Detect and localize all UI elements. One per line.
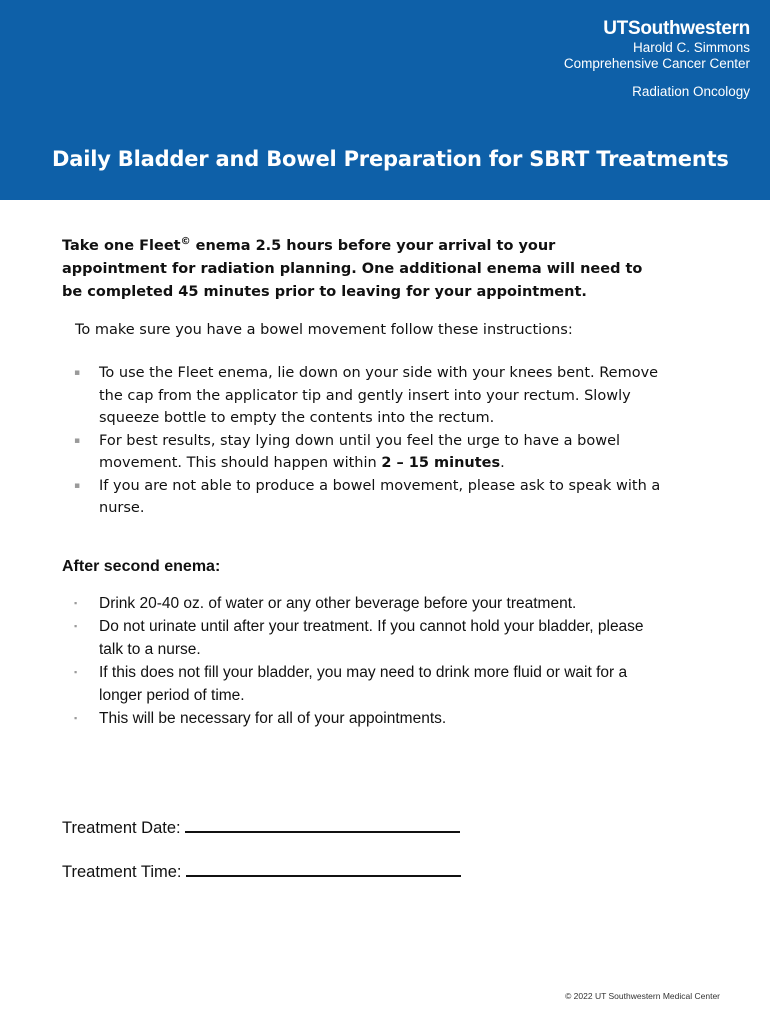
copyright-footer: © 2022 UT Southwestern Medical Center bbox=[565, 991, 720, 1001]
brand-name: UTSouthwestern bbox=[603, 18, 750, 39]
header-banner bbox=[0, 0, 770, 200]
bullet-icon: ▪ bbox=[74, 435, 81, 446]
bullet-icon: ▪ bbox=[74, 713, 78, 723]
list-item-text: This will be necessary for all of your appointments. bbox=[99, 710, 447, 727]
brand-line-2: Comprehensive Cancer Center bbox=[563, 56, 750, 71]
registered-mark: © bbox=[180, 236, 191, 248]
after-second-heading: After second enema: bbox=[62, 558, 221, 575]
treatment-time-blank[interactable] bbox=[186, 859, 461, 877]
intro-text-1: Take one Fleet bbox=[62, 238, 181, 254]
page-title: Daily Bladder and Bowel Preparation for SBRT Treatments bbox=[52, 147, 729, 171]
bullet-icon: ▪ bbox=[74, 621, 78, 631]
list-item-text: If this does not fill your bladder, you may need to drink more fluid or wait for a longer period of time. bbox=[99, 664, 628, 704]
list-item bbox=[74, 661, 664, 707]
brand-line-1: Harold C. Simmons bbox=[632, 40, 750, 55]
department-name: Radiation Oncology bbox=[632, 84, 750, 99]
list-item-text: For best results, stay lying down until you feel the urge to have a bowel movement. This should happen within bbox=[99, 432, 621, 471]
list-item-text: To use the Fleet enema, lie down on your side with your knees bent. Remove the cap from the applicator tip and gently insert into your rectum. Slowly squeeze bottle to empty the contents into the rectum. bbox=[99, 365, 659, 426]
list-item-text: Do not urinate until after your treatment. If you cannot hold your bladder, please talk to a nurse. bbox=[99, 618, 644, 658]
list-item bbox=[74, 707, 664, 730]
list-item-text-end: . bbox=[500, 455, 505, 471]
list-item bbox=[74, 592, 664, 615]
bullet-icon: ▪ bbox=[74, 480, 81, 491]
list-item-text: If you are not able to produce a bowel movement, please ask to speak with a nurse. bbox=[99, 477, 661, 516]
treatment-time-label: Treatment Time: bbox=[62, 863, 182, 881]
brand-logo bbox=[564, 18, 750, 100]
treatment-date-blank[interactable] bbox=[185, 815, 460, 833]
treatment-time-field bbox=[62, 859, 461, 882]
list-item bbox=[74, 362, 664, 430]
after-second-list bbox=[74, 592, 664, 730]
bullet-icon: ▪ bbox=[74, 598, 78, 608]
treatment-date-field bbox=[62, 815, 460, 838]
intro-text-2: enema 2.5 hours before your arrival to your appointment for radiation planning. One additional enema will need to be completed 45 minutes prior to leaving for your appointment. bbox=[62, 238, 643, 300]
list-item-text: Drink 20-40 oz. of water or any other beverage before your treatment. bbox=[99, 595, 577, 612]
list-item bbox=[74, 615, 664, 661]
intro-paragraph bbox=[62, 235, 662, 304]
instructions-lead: To make sure you have a bowel movement follow these instructions: bbox=[75, 322, 573, 338]
bullet-icon: ▪ bbox=[74, 667, 78, 677]
list-item bbox=[74, 475, 664, 520]
treatment-date-label: Treatment Date: bbox=[62, 819, 181, 837]
instructions-list bbox=[74, 362, 664, 520]
list-item bbox=[74, 430, 664, 475]
list-item-emphasis: 2 – 15 minutes bbox=[381, 455, 501, 471]
bullet-icon: ▪ bbox=[74, 368, 81, 378]
